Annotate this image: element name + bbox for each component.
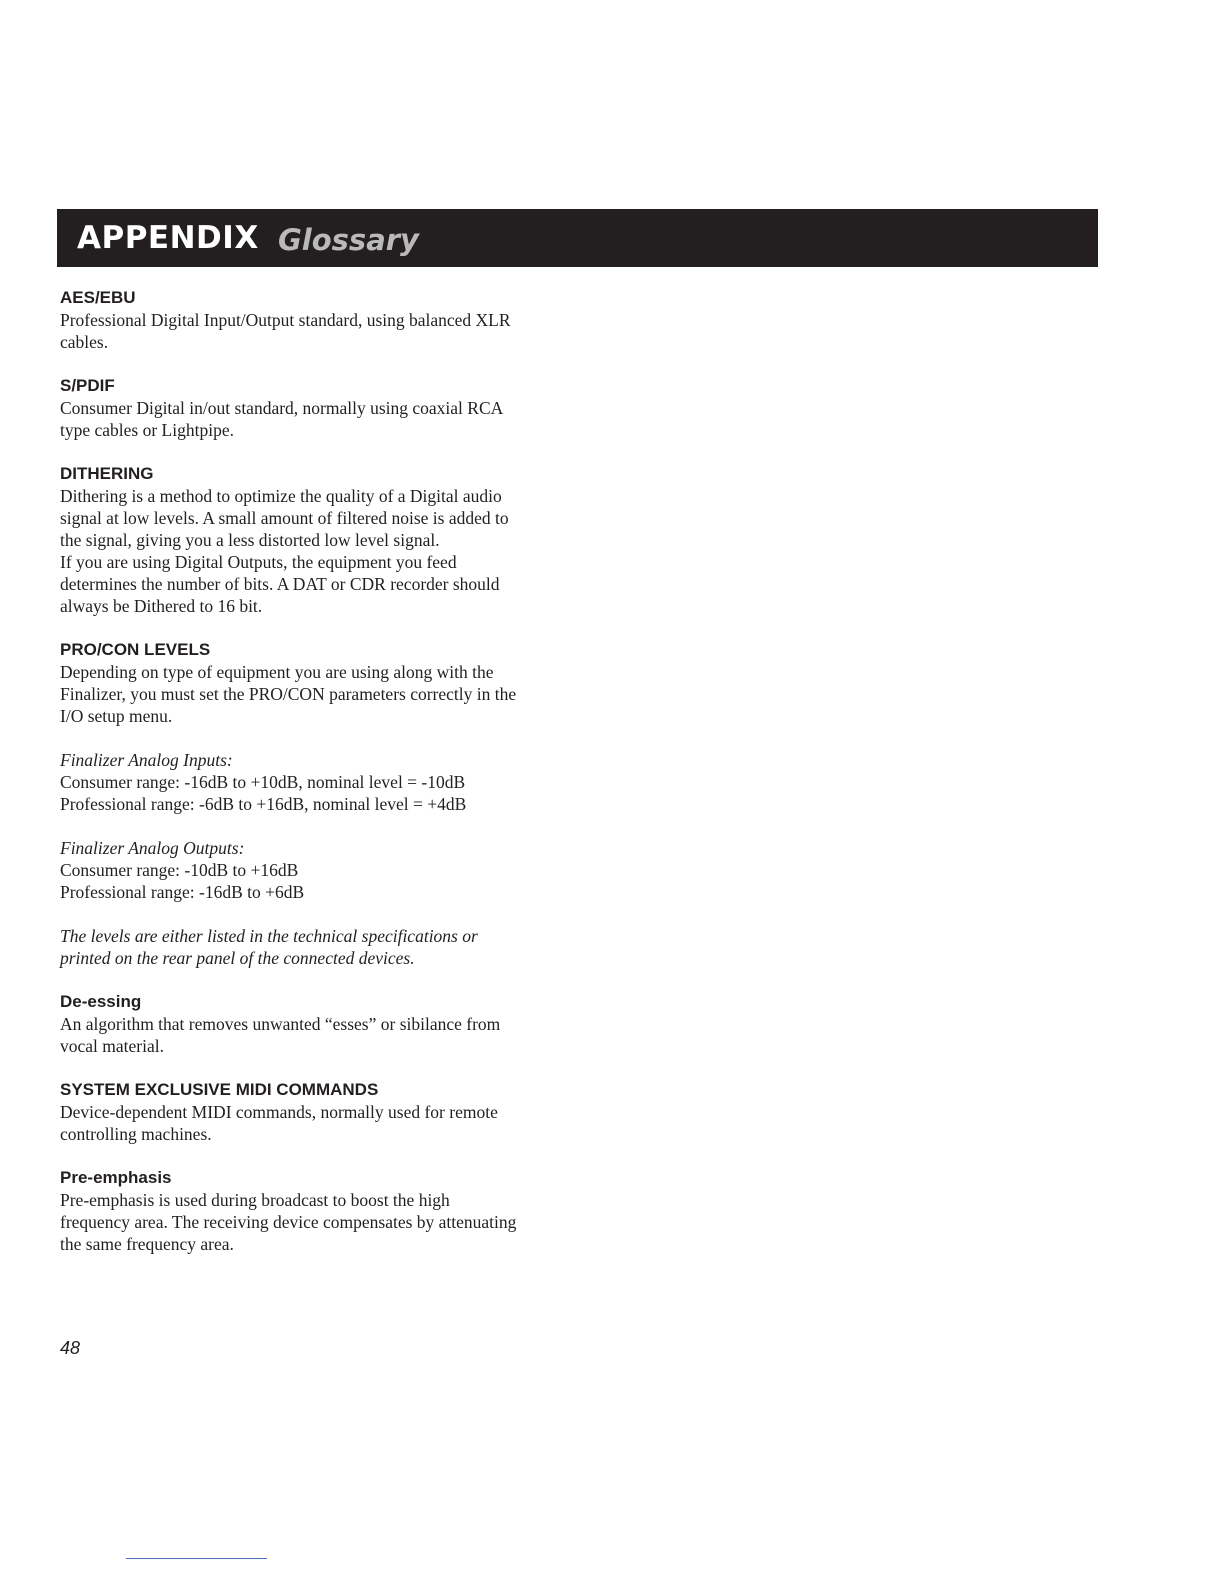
glossary-entry-spdif (60, 375, 560, 441)
footer-rule (126, 1558, 267, 1559)
definition-line: always be Dithered to 16 bit. (60, 596, 263, 616)
definition-line: If you are using Digital Outputs, the equipment you feed (60, 552, 457, 572)
glossary-entry-pre-emphasis (60, 1167, 560, 1255)
definition-line: Finalizer, you must set the PRO/CON parameters correctly in the (60, 684, 517, 704)
definition-line: Device-dependent MIDI commands, normally used for remote (60, 1102, 498, 1122)
glossary-term: PRO/CON LEVELS (60, 640, 211, 659)
glossary-content (60, 287, 560, 1255)
glossary-entry-aes-ebu (60, 287, 560, 353)
glossary-term: SYSTEM EXCLUSIVE MIDI COMMANDS (60, 1080, 379, 1099)
spacer (60, 1057, 560, 1079)
page-number: 48 (60, 1338, 81, 1358)
analog-outputs-line: Professional range: -16dB to +6dB (60, 882, 305, 902)
analog-outputs-heading: Finalizer Analog Outputs: (60, 838, 245, 858)
definition-line: frequency area. The receiving device compensates by attenuating (60, 1212, 517, 1232)
spacer (60, 441, 560, 463)
definition-line: signal at low levels. A small amount of filtered noise is added to (60, 508, 509, 528)
definition-line: I/O setup menu. (60, 706, 173, 726)
definition-line: the signal, giving you a less distorted low level signal. (60, 530, 440, 550)
header-title: APPENDIX (77, 220, 259, 256)
spacer (60, 969, 560, 991)
appendix-header-bar (57, 209, 1098, 267)
definition-line: Consumer Digital in/out standard, normally using coaxial RCA (60, 398, 504, 418)
glossary-term: Pre-emphasis (60, 1168, 172, 1187)
definition-line: An algorithm that removes unwanted “esses” or sibilance from (60, 1014, 501, 1034)
glossary-term: DITHERING (60, 464, 154, 483)
levels-note-line: printed on the rear panel of the connected devices. (60, 948, 415, 968)
analog-inputs-line: Consumer range: -16dB to +10dB, nominal level = -10dB (60, 772, 466, 792)
definition-line: Pre-emphasis is used during broadcast to boost the high (60, 1190, 450, 1210)
spacer (60, 617, 560, 639)
definition-line: the same frequency area. (60, 1234, 234, 1254)
glossary-entry-pro-con-levels (60, 639, 560, 969)
definition-line: Depending on type of equipment you are using along with the (60, 662, 494, 682)
spacer (60, 1145, 560, 1167)
definition-line: determines the number of bits. A DAT or CDR recorder should (60, 574, 500, 594)
spacer (60, 727, 560, 749)
spacer (60, 903, 560, 925)
header-subtitle: Glossary (278, 223, 419, 257)
definition-line: Professional Digital Input/Output standard, using balanced XLR (60, 310, 511, 330)
definition-line: vocal material. (60, 1036, 164, 1056)
analog-inputs-heading: Finalizer Analog Inputs: (60, 750, 233, 770)
definition-line: controlling machines. (60, 1124, 212, 1144)
glossary-term: De-essing (60, 992, 142, 1011)
levels-note-line: The levels are either listed in the technical specifications or (60, 926, 478, 946)
spacer (60, 815, 560, 837)
glossary-entry-dithering (60, 463, 560, 617)
glossary-entry-sysex (60, 1079, 560, 1145)
definition-line: cables. (60, 332, 109, 352)
glossary-term: S/PDIF (60, 376, 115, 395)
spacer (60, 353, 560, 375)
glossary-entry-de-essing (60, 991, 560, 1057)
analog-inputs-line: Professional range: -6dB to +16dB, nominal level = +4dB (60, 794, 467, 814)
analog-outputs-line: Consumer range: -10dB to +16dB (60, 860, 299, 880)
definition-line: type cables or Lightpipe. (60, 420, 234, 440)
glossary-term: AES/EBU (60, 288, 136, 307)
definition-line: Dithering is a method to optimize the quality of a Digital audio (60, 486, 502, 506)
